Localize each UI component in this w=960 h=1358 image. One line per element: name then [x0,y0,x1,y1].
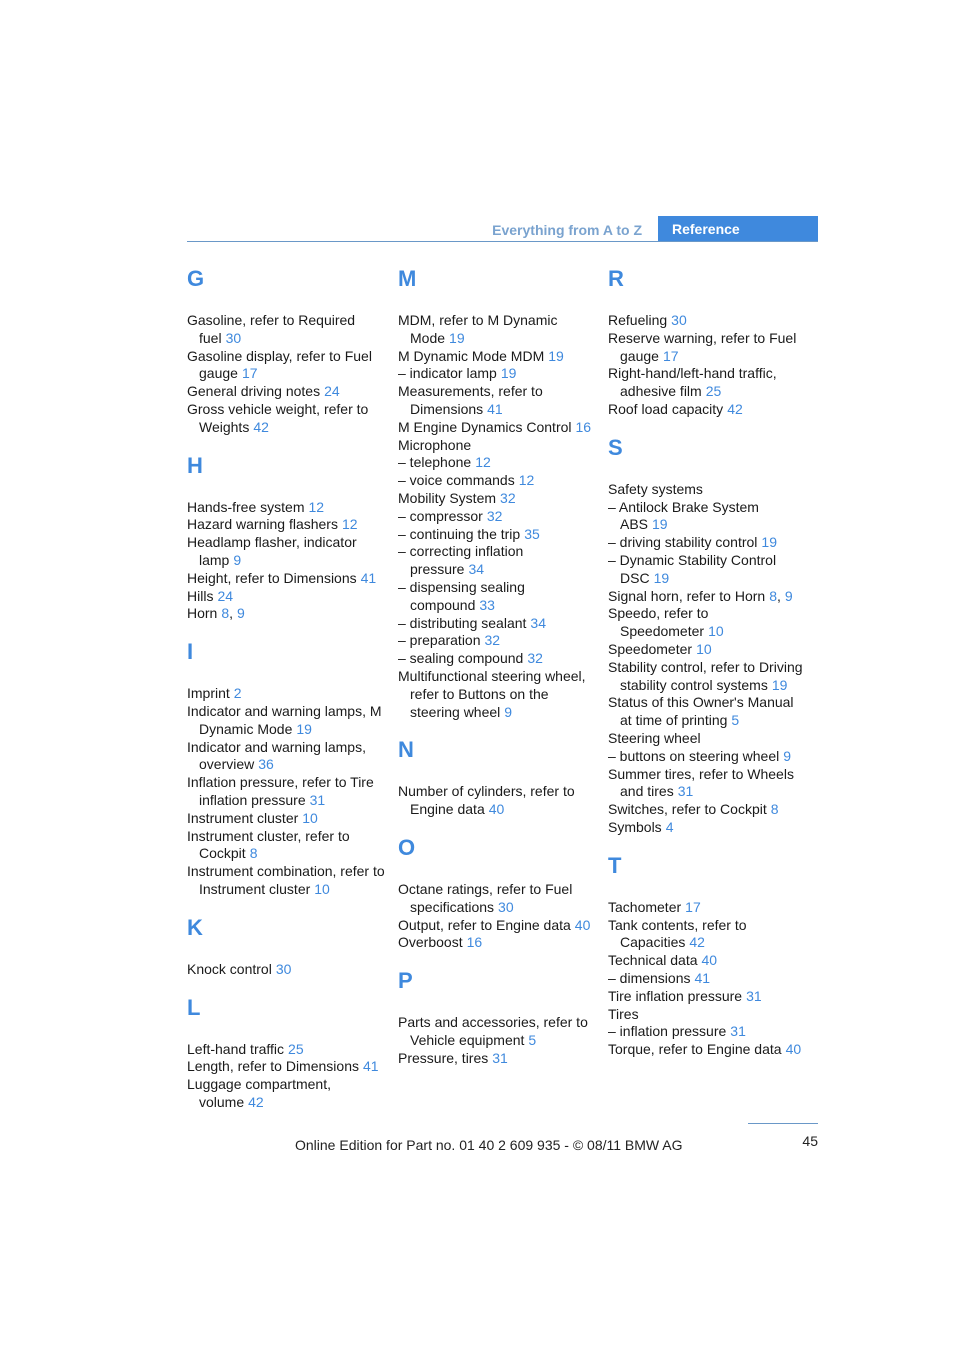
index-entry-text: Indicator and warning lamps, M Dynamic Mode [187,702,382,737]
index-entry [608,748,808,766]
index-entry-text: – preparation [398,632,481,649]
page-reference-link[interactable]: 12 [475,454,491,471]
page-reference-link[interactable]: 5 [731,712,740,729]
index-entry [398,365,598,383]
index-entry [398,490,598,508]
index-entry-text: Technical data [608,952,698,969]
index-entry-text: Tire inflation pressure [608,987,743,1004]
index-entry [398,472,598,490]
index-entry [187,961,387,979]
page-reference-link[interactable]: 19 [296,720,312,737]
page-reference-link[interactable]: 10 [302,809,318,826]
index-letter-heading: P [398,968,413,994]
index-entry [187,312,387,348]
index-entry-text: Switches, refer to Cockpit [608,801,767,818]
footer-edition-note: Online Edition for Part no. 01 40 2 609 935 - © 08/11 BMW AG [295,1137,683,1153]
index-entry-text: – correcting inflation pressure [398,543,524,578]
index-entry-text: – sealing compound [398,650,524,667]
index-letter-heading: M [398,266,417,291]
page-reference-link[interactable]: 31 [746,987,762,1004]
index-entry [187,1076,387,1112]
page-reference-link[interactable]: 19 [500,365,517,382]
index-entry [398,579,598,615]
page-reference-link[interactable]: 41 [360,569,377,586]
index-entry-text: MDM, refer to M Dynamic Mode [398,312,558,346]
page-reference-link[interactable]: 10 [696,640,712,657]
index-entry [398,543,598,579]
index-entry-text: Safety systems [608,480,703,497]
index-entry [608,330,808,366]
index-entry-text: Length, refer to Dimensions [187,1058,359,1075]
index-entry [398,526,598,544]
page-reference-link[interactable]: 34 [530,614,546,631]
index-group [398,737,598,819]
index-entry-text: Indicator and warning lamps, overview [187,738,366,773]
page-reference-link[interactable]: 19 [761,534,777,551]
index-entry [398,1014,598,1050]
index-column-2 [398,266,598,1068]
header-reference-tab: Reference [658,216,818,242]
page-reference-link[interactable]: 24 [217,587,234,604]
index-entry-text: Height, refer to Dimensions [187,569,357,586]
index-entry-text: Parts and accessories, refer to Vehicle equipment [398,1014,588,1048]
index-letter-heading: S [608,434,623,460]
page-reference-link[interactable]: 32 [500,489,516,506]
index-letter-heading: L [187,994,201,1020]
page-reference-link[interactable]: 42 [727,400,743,417]
index-entry-text: Roof load capacity [608,400,724,417]
page-reference-link[interactable]: 31 [492,1049,508,1066]
page-reference-link[interactable]: 41 [362,1058,379,1075]
page-reference-link[interactable]: 30 [498,898,514,915]
index-entry-text: Hazard warning flashers [187,516,338,533]
page-reference-link[interactable]: 8 [769,587,777,604]
index-entry-text: Imprint [187,685,230,702]
page-reference-link[interactable]: 17 [241,365,258,382]
index-entry [398,348,598,366]
index-entry-text: Refueling [608,312,668,328]
index-entry [608,365,808,401]
page-reference-link[interactable]: 30 [225,329,242,346]
index-entry-text: Horn [187,605,218,622]
page-reference-link[interactable]: 16 [575,418,592,435]
page-reference-link[interactable]: 32 [484,632,501,649]
index-group [608,435,808,837]
page-reference-link[interactable]: 31 [677,783,694,800]
page-reference-link[interactable]: 19 [653,569,670,586]
page-reference-link[interactable]: 31 [730,1023,746,1040]
index-entry [608,312,808,330]
page-reference-link[interactable]: 17 [662,347,679,364]
index-entry [187,570,387,588]
page-reference-link[interactable]: 5 [528,1031,537,1048]
index-entry-text: Speedo, refer to Speedometer [608,605,709,640]
page-reference-link[interactable]: 42 [253,418,269,435]
index-entry-text: Measurements, refer to Dimensions [398,383,543,417]
index-group [398,835,598,952]
index-entry-text: Left-hand traffic [187,1040,285,1057]
index-letter-heading: R [608,266,624,291]
index-entry-text: – buttons on steering wheel [608,747,780,764]
index-entry [398,783,598,819]
page-reference-link[interactable]: 8 [770,801,779,818]
index-entry [608,952,808,970]
index-entry [187,1058,387,1076]
index-entry [398,437,598,455]
index-group [187,915,387,979]
index-entry: Signal horn, refer to Horn 8, 9 [608,587,793,604]
page-reference-link[interactable]: 10 [314,880,330,897]
index-entry [608,1023,808,1041]
index-entry [187,348,387,384]
index-letter-heading: K [187,914,203,940]
index-entry [187,383,387,401]
index-entry [187,703,387,739]
page-reference-link[interactable]: 25 [288,1040,304,1057]
index-entry [398,615,598,633]
header-section-title: Everything from A to Z [492,222,642,238]
page-reference-link[interactable]: 31 [309,791,326,808]
index-entry-text: – compressor [398,507,483,524]
index-entry-text: Instrument combination, refer to Instrument cluster [187,863,385,897]
index-entry [187,828,387,864]
index-entry [608,552,808,588]
page-reference-link[interactable]: 40 [574,916,591,933]
index-entry [608,641,808,659]
index-entry-text: Status of this Owner's Manual at time of printing [608,694,794,729]
index-entry-text: Mobility System [398,489,497,506]
index-entry-text: – telephone [398,454,472,471]
page-reference-link[interactable]: 9 [233,551,242,568]
index-group [187,995,387,1112]
index-entry-text: Hands-free system [187,498,305,515]
index-entry-text: Symbols [608,818,662,835]
index-entry [187,401,387,437]
page-reference-link[interactable]: 40 [488,801,505,818]
header-rule [187,241,818,242]
page-reference-link[interactable]: 16 [466,934,483,951]
index-letter-heading: T [608,852,622,878]
index-entry-text: Hills [187,587,214,604]
page-reference-link[interactable]: 8 [221,605,230,622]
index-entry-text: – distributing sealant [398,614,527,631]
index-entry-text: – Dynamic Stability Control DSC [608,551,777,586]
index-entry [187,739,387,775]
page-reference-link[interactable]: 32 [486,507,503,524]
index-entry-text: Summer tires, refer to Wheels and tires [608,765,794,800]
index-entry [398,508,598,526]
index-entry-text: Number of cylinders, refer to Engine data [398,783,575,818]
page-reference-link[interactable]: 9 [783,747,792,764]
page-reference-link[interactable]: 2 [233,685,242,702]
index-entry [187,516,387,534]
index-entry [608,970,808,988]
index-entry [398,419,598,437]
index-letter-heading: I [187,639,194,665]
index-entry-text: Microphone [398,436,472,453]
index-entry-text: – dimensions [608,969,691,986]
index-entry [398,383,598,419]
index-entry-text: Steering wheel [608,729,701,746]
index-entry-text: – inflation pressure [608,1023,727,1040]
page-reference-link[interactable]: 40 [701,952,718,969]
page-reference-link[interactable]: 9 [784,587,793,604]
index-entry [398,650,598,668]
page-reference-link[interactable]: 17 [685,898,701,915]
index-entry [187,1041,387,1059]
page-reference-link[interactable]: 12 [518,472,535,489]
index-entry [187,774,387,810]
index-entry-text: Gasoline, refer to Required fuel [187,312,356,346]
index-entry [187,810,387,828]
index-entry [608,1006,808,1024]
index-group [398,968,598,1067]
index-entry-text: Tires [608,1005,639,1022]
page-reference-link[interactable]: 9 [237,605,245,622]
index-entry-text: Headlamp flasher, indicator lamp [187,534,357,568]
index-entry [398,632,598,650]
index-entry-text: – dispensing sealing compound [398,578,525,613]
page-number: 45 [802,1133,818,1149]
index-entry [398,881,598,917]
index-entry-text: Signal horn, refer to Horn [608,587,766,604]
index-entry [608,988,808,1006]
index-letter-heading: G [187,266,205,291]
page-reference-link[interactable]: 24 [324,383,340,400]
index-entry-text: Instrument cluster [187,809,299,826]
index-entry-text: Stability control, refer to Driving stability control systems [608,658,803,693]
index-group [187,639,387,899]
page-reference-link[interactable]: 40 [785,1041,802,1058]
index-entry [608,819,808,837]
index-entry-text: Tank contents, refer to Capacities [608,916,747,951]
index-entry-text: Output, refer to Engine data [398,916,571,933]
index-entry-text: Luggage compartment, volume [187,1076,331,1110]
index-entry-text: – Antilock Brake System ABS [608,498,759,533]
page-reference-link[interactable]: 41 [487,400,503,417]
page-reference-link[interactable]: 32 [527,650,543,667]
index-entry [608,899,808,917]
index-entry-text: – indicator lamp [398,365,497,382]
page-reference-link[interactable]: 36 [258,756,274,773]
index-letter-heading: N [398,737,414,763]
index-entry-text: Multifunctional steering wheel, refer to Buttons on the steering wheel [398,667,586,720]
index-column-1 [187,266,387,1112]
page-reference-link[interactable]: 19 [548,347,564,364]
index-entry [398,454,598,472]
index-entry [608,1041,808,1059]
page-reference-link[interactable]: 19 [449,329,465,346]
index-entry-text: Octane ratings, refer to Fuel specifications [398,880,573,915]
page-reference-link[interactable]: 12 [308,498,325,515]
page-reference-link[interactable]: 42 [689,934,705,951]
index-entry-text: Tachometer [608,898,682,915]
index-entry [608,917,808,953]
index-entry [398,917,598,935]
index-entry [398,668,598,721]
index-entry-text: – voice commands [398,472,515,489]
index-entry [187,534,387,570]
page-reference-link[interactable]: 34 [468,561,485,578]
index-group [187,266,387,437]
index-letter-heading: O [398,834,416,860]
index-entry [608,659,808,695]
index-column-3 [608,266,808,1059]
index-entry-text: Pressure, tires [398,1049,489,1066]
page-reference-link[interactable]: 33 [479,596,495,613]
page-reference-link[interactable]: 19 [771,676,788,693]
index-entry [608,534,808,552]
index-entry-text: Reserve warning, refer to Fuel gauge [608,329,797,364]
index-entry-text: M Dynamic Mode MDM [398,347,545,364]
index-group [608,853,808,1059]
page-reference-link[interactable]: 9 [504,703,513,720]
page-reference-link[interactable]: 42 [248,1093,264,1110]
index-entry-text: – driving stability control [608,534,758,551]
index-entry-text: Speedometer [608,640,693,657]
index-entry [398,312,598,348]
index-entry [608,801,808,819]
index-entry-text: Right-hand/left-hand traffic, adhesive film [608,365,777,400]
index-entry [608,481,808,499]
index-entry-text: M Engine Dynamics Control [398,418,572,435]
index-entry [187,863,387,899]
index-entry [608,605,808,641]
index-entry-text: – continuing the trip [398,525,521,542]
index-entry [608,499,808,535]
index-entry-text: Gross vehicle weight, refer to Weights [187,400,369,435]
index-entry [187,499,387,517]
page-reference-link[interactable]: 30 [275,960,292,977]
index-group [608,266,808,419]
index-entry [187,588,387,606]
index-entry-text: Torque, refer to Engine data [608,1041,782,1058]
index-entry-text: Instrument cluster, refer to Cockpit [187,827,350,862]
index-entry-text: Inflation pressure, refer to Tire inflation pressure [187,774,374,808]
page-reference-link[interactable]: 10 [708,623,724,640]
page-reference-link[interactable]: 35 [524,525,540,542]
page-reference-link[interactable]: 41 [694,969,711,986]
index-letter-heading: H [187,452,203,478]
index-entry-text: Knock control [187,960,272,977]
page-reference-link[interactable]: 25 [705,383,722,400]
page-reference-link[interactable]: 30 [671,312,687,328]
page-number-rule [748,1123,818,1124]
index-entry [398,1050,598,1068]
index-entry-text: Gasoline display, refer to Fuel gauge [187,347,372,382]
index-entry [398,934,598,952]
page-reference-link[interactable]: 19 [652,516,668,533]
index-group [398,266,598,721]
index-entry [608,401,808,419]
index-entry-text: General driving notes [187,383,321,400]
index-entry [608,766,808,802]
index-entry [608,694,808,730]
page-reference-link[interactable]: 12 [341,516,358,533]
index-entry-text: Overboost [398,934,463,951]
index-group [187,453,387,624]
index-entry [187,685,387,703]
index-entry: Horn 8, 9 [187,605,245,622]
page-reference-link[interactable]: 8 [249,845,258,862]
page-reference-link[interactable]: 4 [665,818,674,835]
index-entry [608,730,808,748]
